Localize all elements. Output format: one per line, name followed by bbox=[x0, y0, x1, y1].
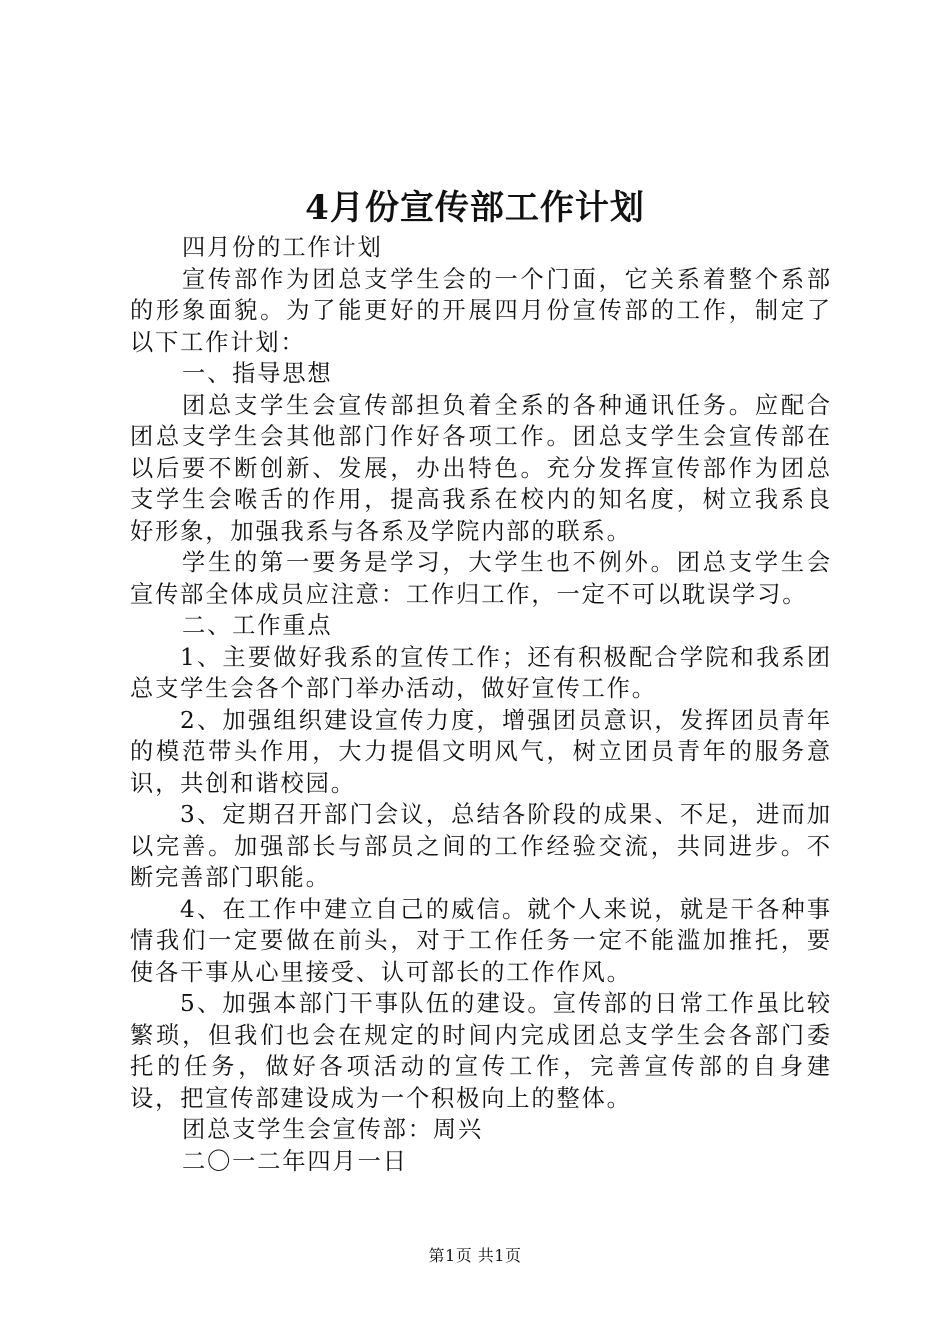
document-title: 4月份宣传部工作计划 bbox=[305, 188, 645, 228]
list-item-1: 1、主要做好我系的宣传工作；还有积极配合学院和我系团总支学生会各个部门举办活动，做好宣传工作。 bbox=[130, 643, 832, 702]
paragraph-intro: 宣传部作为团总支学生会的一个门面，它关系着整个系部的形象面貌。为了能更好的开展四月份宣传部的工作，制定了以下工作计划： bbox=[130, 265, 832, 356]
paragraph-guiding-thought: 团总支学生会宣传部担负着全系的各种通讯任务。应配合团总支学生会其他部门作好各项工作。团总支学生会宣传部在以后要不断创新、发展，办出特色。充分发挥宣传部作为团总支学生会喉舌的作用，提高我系在校内的知名度，树立我系良好形象，加强我系与各系及学院内部的联系。 bbox=[130, 391, 832, 545]
list-item-3: 3、定期召开部门会议，总结各阶段的成果、不足，进而加以完善。加强部长与部员之间的工作经验交流，共同进步。不断完善部门职能。 bbox=[130, 801, 832, 891]
list-item-2: 2、加强组织建设宣传力度，增强团员意识，发挥团员青年的模范带头作用，大力提倡文明风气，树立团员青年的服务意识，共创和谐校园。 bbox=[130, 706, 832, 797]
date-line: 二〇一二年四月一日 bbox=[182, 1147, 408, 1175]
paragraph-study-first: 学生的第一要务是学习，大学生也不例外。团总支学生会宣传部全体成员应注意：工作归工作，一定不可以耽误学习。 bbox=[130, 549, 832, 608]
paragraph-heading-plan: 四月份的工作计划 bbox=[182, 234, 383, 261]
section-heading-guiding-thought: 一、指导思想 bbox=[182, 360, 333, 387]
list-item-5: 5、加强本部门干事队伍的建设。宣传部的日常工作虽比较繁琐，但我们也会在规定的时间内完成团总支学生会各部门委托的任务，做好各项活动的宣传工作，完善宣传部的自身建设，把宣传部建设成为一个积极向上的整体。 bbox=[130, 990, 832, 1112]
signature-line: 团总支学生会宣传部：周兴 bbox=[182, 1116, 484, 1143]
list-item-4: 4、在工作中建立自己的威信。就个人来说，就是干各种事情我们一定要做在前头，对于工作任务一定不能滥加推托，要使各干事从心里接受、认可部长的工作作风。 bbox=[130, 895, 832, 986]
document-body bbox=[130, 232, 832, 1177]
section-heading-key-work: 二、工作重点 bbox=[182, 612, 333, 639]
page-footer: 第1页 共1页 bbox=[428, 1246, 522, 1265]
